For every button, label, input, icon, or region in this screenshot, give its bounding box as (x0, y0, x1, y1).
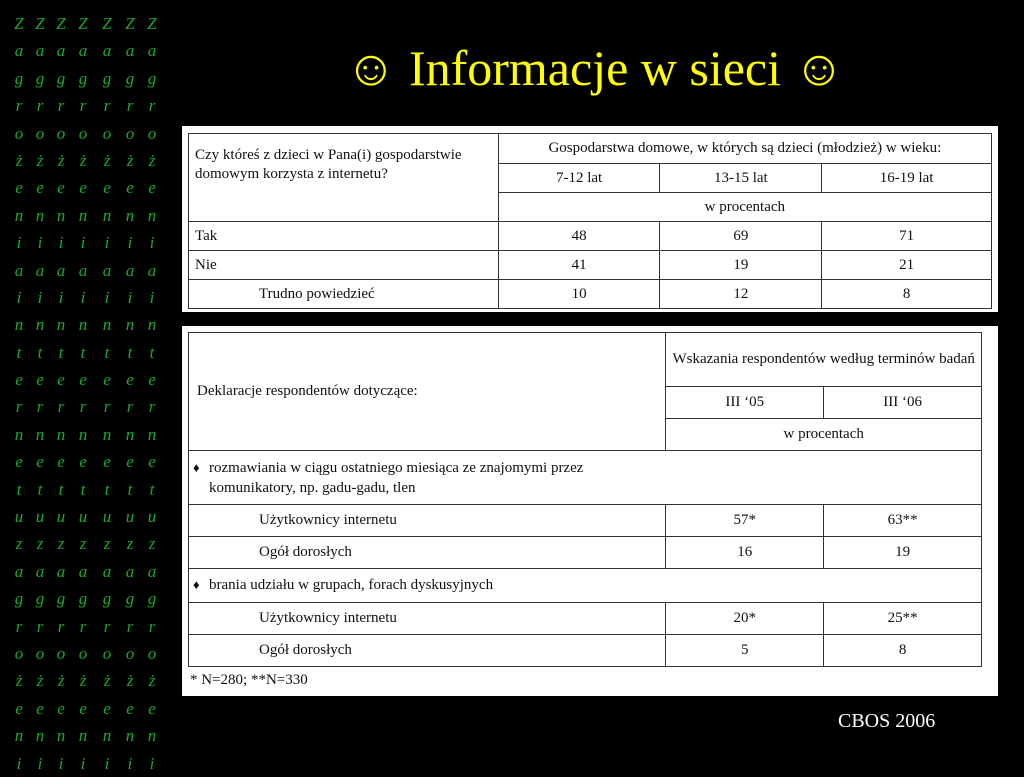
decorative-letter: n (147, 315, 157, 335)
decorative-letter: i (127, 753, 133, 773)
table-cell: 57* (666, 505, 824, 537)
decorative-letter: r (57, 397, 65, 417)
decorative-letter: ż (126, 671, 134, 691)
decorative-letter: g (35, 68, 45, 88)
smiley-right-icon: ☺ (793, 40, 845, 96)
table-cell: 63** (824, 505, 982, 537)
table-cell: 69 (660, 222, 822, 251)
decorative-letter: t (149, 342, 155, 362)
decorative-letter: g (14, 68, 24, 88)
decorative-letter: o (78, 123, 88, 143)
section-label: rozmawiania w ciągu ostatniego miesiąca ze znajomymi przez komunikatory, np. gadu-gadu, tlen (209, 459, 584, 496)
decorative-letter: i (80, 233, 86, 253)
decorative-letter: i (58, 233, 64, 253)
decorative-letter: e (79, 178, 87, 198)
decorative-letter: n (56, 726, 66, 746)
decorative-letter: t (149, 479, 155, 499)
decorative-letter: Z (56, 14, 66, 33)
diamond-bullet-icon: ♦ (193, 459, 200, 475)
row-label: Użytkownicy internetu (189, 505, 666, 537)
decorative-letter: e (103, 178, 111, 198)
decorative-letter: z (103, 534, 111, 554)
decorative-letter: a (35, 41, 45, 61)
decorative-letter: n (102, 726, 112, 746)
decorative-letter: i (149, 287, 155, 307)
table1-group-header: Gospodarstwa domowe, w których są dzieci (młodzież) w wieku: (498, 134, 991, 164)
decorative-letter: r (36, 616, 44, 636)
decorative-letter: o (147, 123, 157, 143)
decorative-letter: e (126, 178, 134, 198)
decorative-letter: r (57, 96, 65, 116)
table-cell: 20* (666, 603, 824, 635)
decorative-letter: a (102, 561, 112, 581)
decorative-letter: o (102, 123, 112, 143)
table1-col-header: 16-19 lat (822, 164, 992, 193)
decorative-letter: e (57, 698, 65, 718)
table-row (189, 251, 992, 280)
decorative-letter: t (37, 479, 43, 499)
decorative-letter: g (14, 589, 24, 609)
decorative-letter: a (78, 41, 88, 61)
decorative-letter: e (148, 452, 156, 472)
decorative-letter: a (102, 260, 112, 280)
decorative-letter: i (80, 753, 86, 773)
respondent-declarations-table (188, 332, 982, 667)
decorative-letter: r (126, 96, 134, 116)
table-cell: 12 (660, 280, 822, 309)
decorative-letter: r (103, 616, 111, 636)
row-label: Użytkownicy internetu (189, 603, 666, 635)
decorative-letter: n (35, 726, 45, 746)
decorative-letter: u (78, 507, 88, 527)
decorative-letter: r (148, 96, 156, 116)
decorative-letter: e (126, 370, 134, 390)
decorative-letter: a (78, 260, 88, 280)
row-label: Ogół dorosłych (189, 635, 666, 667)
decorative-letter: Z (78, 14, 88, 33)
decorative-letter: n (78, 315, 88, 335)
decorative-letter: Z (125, 14, 135, 33)
decorative-letter: n (14, 315, 24, 335)
decorative-letter: n (102, 315, 112, 335)
decorative-letter: ż (148, 150, 156, 170)
decorative-letter: o (35, 123, 45, 143)
decorative-letter: i (104, 287, 110, 307)
decorative-letter: t (80, 342, 86, 362)
decorative-letter: o (125, 123, 135, 143)
decorative-letter: n (147, 726, 157, 746)
row-label: Nie (189, 251, 499, 280)
decorative-letter: a (147, 260, 157, 280)
decorative-letter: n (147, 205, 157, 225)
decorative-letter: o (14, 123, 24, 143)
table-cell: 48 (498, 222, 660, 251)
decorative-letter: a (56, 260, 66, 280)
smiley-left-icon: ☺ (345, 40, 397, 96)
table2-header: Deklaracje respondentów dotyczące: (189, 333, 666, 451)
decorative-letter: n (56, 424, 66, 444)
table1-question: Czy któreś z dzieci w Pana(i) gospodarstwie domowym korzysta z internetu? (189, 134, 499, 222)
decorative-letter: r (126, 616, 134, 636)
decorative-letter: g (56, 589, 66, 609)
decorative-letter: t (127, 342, 133, 362)
decorative-letter: a (14, 41, 24, 61)
decorative-letter: i (16, 753, 22, 773)
decorative-letter: n (102, 424, 112, 444)
decorative-letter: t (104, 342, 110, 362)
decorative-letter: t (37, 342, 43, 362)
decorative-letter: z (148, 534, 156, 554)
decorative-letter: r (148, 616, 156, 636)
decorative-letter: r (103, 96, 111, 116)
decorative-letter: ż (15, 150, 23, 170)
decorative-letter: u (102, 507, 112, 527)
decorative-letter: e (57, 452, 65, 472)
decorative-letter: n (125, 726, 135, 746)
decorative-letter: t (16, 342, 22, 362)
table-row (189, 222, 992, 251)
source-label: CBOS 2006 (838, 710, 936, 732)
decorative-letter: e (15, 370, 23, 390)
decorative-letter: u (56, 507, 66, 527)
decorative-letter: r (126, 397, 134, 417)
table-cell: 5 (666, 635, 824, 667)
decorative-letter: a (78, 561, 88, 581)
decorative-letter: u (35, 507, 45, 527)
letter-column (143, 10, 161, 777)
decorative-letter: e (148, 698, 156, 718)
table-row (189, 280, 992, 309)
decorative-letter: e (79, 698, 87, 718)
decorative-letter: z (36, 534, 44, 554)
decorative-letter: e (15, 452, 23, 472)
decorative-letter: n (147, 424, 157, 444)
table2-group-header: Wskazania respondentów według terminów badań (666, 333, 982, 387)
table2-footnote: * N=280; **N=330 (190, 672, 308, 688)
decorative-letter: z (57, 534, 65, 554)
decorative-letter: r (15, 616, 23, 636)
decorative-letter-sidebar (0, 0, 170, 773)
decorative-letter: a (35, 561, 45, 581)
table-cell: 19 (824, 537, 982, 569)
decorative-letter: u (14, 507, 24, 527)
table-row (189, 505, 982, 537)
decorative-letter: i (37, 753, 43, 773)
decorative-letter: e (57, 370, 65, 390)
decorative-letter: a (147, 41, 157, 61)
decorative-letter: a (56, 41, 66, 61)
decorative-letter: g (56, 68, 66, 88)
decorative-letter: n (35, 205, 45, 225)
decorative-letter: e (36, 178, 44, 198)
slide-title-text: Informacje w sieci (408, 40, 782, 96)
decorative-letter: Z (147, 14, 157, 33)
row-label: Trudno powiedzieć (189, 280, 499, 309)
decorative-letter: e (15, 178, 23, 198)
decorative-letter: Z (14, 14, 24, 33)
decorative-letter: i (37, 287, 43, 307)
decorative-letter: i (127, 287, 133, 307)
decorative-letter: ż (36, 671, 44, 691)
decorative-letter: r (103, 397, 111, 417)
decorative-letter: e (103, 370, 111, 390)
decorative-letter: i (104, 233, 110, 253)
decorative-letter: t (104, 479, 110, 499)
decorative-letter: ż (36, 150, 44, 170)
decorative-letter: n (14, 424, 24, 444)
decorative-letter: z (126, 534, 134, 554)
table-cell: 19 (660, 251, 822, 280)
table-cell: 8 (824, 635, 982, 667)
decorative-letter: e (36, 452, 44, 472)
decorative-letter: n (125, 315, 135, 335)
decorative-letter: e (103, 452, 111, 472)
decorative-letter: g (35, 589, 45, 609)
decorative-letter: a (56, 561, 66, 581)
table2-panel (182, 326, 998, 696)
decorative-letter: g (125, 68, 135, 88)
table-cell: 41 (498, 251, 660, 280)
decorative-letter: n (78, 726, 88, 746)
decorative-letter: i (80, 287, 86, 307)
decorative-letter: o (35, 643, 45, 663)
decorative-letter: o (56, 123, 66, 143)
decorative-letter: i (127, 233, 133, 253)
decorative-letter: n (125, 424, 135, 444)
decorative-letter: a (125, 260, 135, 280)
decorative-letter: o (102, 643, 112, 663)
table1-col-header: 7-12 lat (498, 164, 660, 193)
table1-panel (182, 126, 998, 312)
decorative-letter: i (37, 233, 43, 253)
letter-column (52, 10, 70, 777)
decorative-letter: a (125, 41, 135, 61)
decorative-letter: t (58, 479, 64, 499)
table1-col-header: 13-15 lat (660, 164, 822, 193)
decorative-letter: n (78, 205, 88, 225)
decorative-letter: o (56, 643, 66, 663)
section-row (189, 451, 982, 505)
decorative-letter: e (126, 698, 134, 718)
letter-column (121, 10, 139, 777)
decorative-letter: a (102, 41, 112, 61)
decorative-letter: n (102, 205, 112, 225)
letter-column (74, 10, 92, 777)
decorative-letter: r (15, 397, 23, 417)
decorative-letter: g (102, 68, 112, 88)
decorative-letter: e (79, 370, 87, 390)
decorative-letter: g (125, 589, 135, 609)
decorative-letter: ż (15, 671, 23, 691)
row-label: Tak (189, 222, 499, 251)
table-row (189, 537, 982, 569)
decorative-letter: e (126, 452, 134, 472)
decorative-letter: i (58, 287, 64, 307)
decorative-letter: g (147, 68, 157, 88)
decorative-letter: r (79, 96, 87, 116)
decorative-letter: e (148, 370, 156, 390)
letter-column (31, 10, 49, 777)
decorative-letter: ż (126, 150, 134, 170)
decorative-letter: e (15, 698, 23, 718)
decorative-letter: u (147, 507, 157, 527)
decorative-letter: ż (79, 671, 87, 691)
decorative-letter: g (78, 68, 88, 88)
decorative-letter: g (102, 589, 112, 609)
decorative-letter: e (79, 452, 87, 472)
decorative-letter: r (36, 96, 44, 116)
decorative-letter: e (57, 178, 65, 198)
table-cell: 71 (822, 222, 992, 251)
decorative-letter: o (147, 643, 157, 663)
children-internet-table (188, 133, 992, 309)
table-cell: 8 (822, 280, 992, 309)
decorative-letter: o (14, 643, 24, 663)
decorative-letter: g (147, 589, 157, 609)
decorative-letter: n (56, 315, 66, 335)
decorative-letter: i (149, 753, 155, 773)
decorative-letter: a (14, 561, 24, 581)
decorative-letter: e (36, 370, 44, 390)
decorative-letter: n (14, 205, 24, 225)
slide-title (230, 38, 960, 98)
decorative-letter: ż (103, 150, 111, 170)
decorative-letter: n (35, 315, 45, 335)
decorative-letter: i (104, 753, 110, 773)
letter-column (98, 10, 116, 777)
decorative-letter: a (125, 561, 135, 581)
decorative-letter: t (127, 479, 133, 499)
table1-unit: w procentach (498, 193, 991, 222)
decorative-letter: u (125, 507, 135, 527)
decorative-letter: g (78, 589, 88, 609)
decorative-letter: a (147, 561, 157, 581)
decorative-letter: i (149, 233, 155, 253)
section-row (189, 569, 982, 603)
decorative-letter: t (16, 479, 22, 499)
decorative-letter: r (79, 397, 87, 417)
decorative-letter: r (148, 397, 156, 417)
decorative-letter: e (36, 698, 44, 718)
decorative-letter: e (148, 178, 156, 198)
decorative-letter: r (79, 616, 87, 636)
letter-column (10, 10, 28, 777)
decorative-letter: ż (57, 150, 65, 170)
decorative-letter: Z (102, 14, 112, 33)
decorative-letter: n (125, 205, 135, 225)
decorative-letter: z (79, 534, 87, 554)
decorative-letter: i (58, 753, 64, 773)
table-cell: 21 (822, 251, 992, 280)
decorative-letter: e (103, 698, 111, 718)
decorative-letter: o (125, 643, 135, 663)
decorative-letter: n (56, 205, 66, 225)
table2-col-header: III ‘05 (666, 387, 824, 419)
decorative-letter: r (36, 397, 44, 417)
table2-col-header: III ‘06 (824, 387, 982, 419)
decorative-letter: o (78, 643, 88, 663)
decorative-letter: i (16, 287, 22, 307)
table-row (189, 635, 982, 667)
decorative-letter: n (14, 726, 24, 746)
decorative-letter: n (78, 424, 88, 444)
decorative-letter: t (80, 479, 86, 499)
table-cell: 25** (824, 603, 982, 635)
table-cell: 10 (498, 280, 660, 309)
decorative-letter: t (58, 342, 64, 362)
decorative-letter: r (57, 616, 65, 636)
decorative-letter: ż (79, 150, 87, 170)
decorative-letter: ż (103, 671, 111, 691)
decorative-letter: a (14, 260, 24, 280)
section-label: brania udziału w grupach, forach dyskusyjnych (209, 577, 494, 593)
row-label: Ogół dorosłych (189, 537, 666, 569)
table-row (189, 603, 982, 635)
decorative-letter: Z (35, 14, 45, 33)
decorative-letter: n (35, 424, 45, 444)
decorative-letter: r (15, 96, 23, 116)
decorative-letter: z (15, 534, 23, 554)
decorative-letter: ż (148, 671, 156, 691)
decorative-letter: ż (57, 671, 65, 691)
table-cell: 16 (666, 537, 824, 569)
table2-unit: w procentach (666, 419, 982, 451)
decorative-letter: i (16, 233, 22, 253)
decorative-letter: a (35, 260, 45, 280)
diamond-bullet-icon: ♦ (193, 577, 200, 592)
